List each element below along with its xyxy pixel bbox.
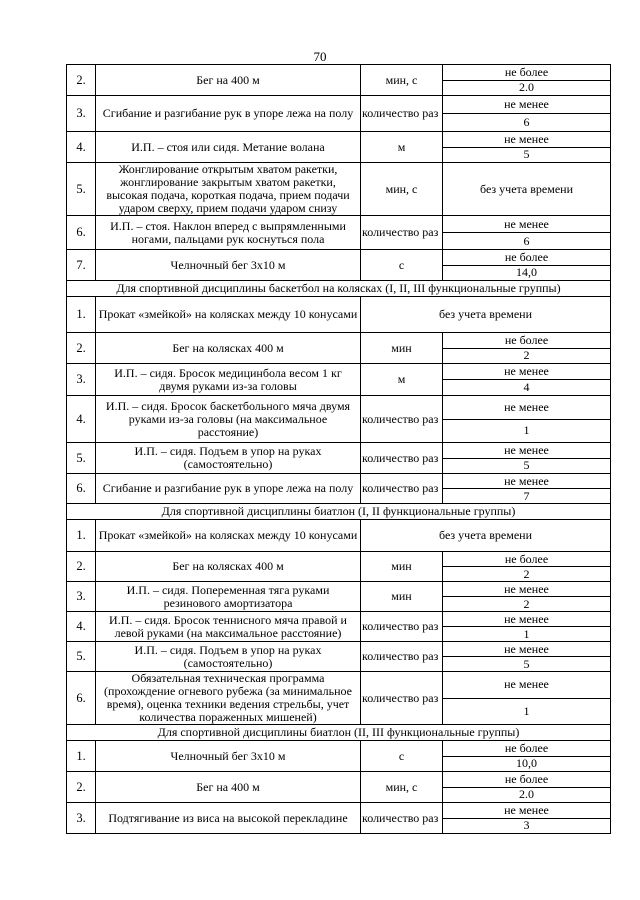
norm-cell	[443, 552, 611, 582]
test-name: Сгибание и разгибание рук в упоре лежа на полу	[96, 474, 361, 504]
unit-cell: количество раз	[361, 96, 443, 132]
norm-value: 4	[443, 379, 610, 395]
norm-cell	[443, 250, 611, 281]
row-number: 3.	[67, 364, 96, 396]
test-name: Челночный бег 3x10 м	[96, 741, 361, 772]
row-number: 4.	[67, 396, 96, 443]
row-number: 3.	[67, 803, 96, 834]
section-header-row	[67, 281, 611, 297]
norm-label: не менее	[504, 364, 549, 378]
norm-label: не менее	[504, 216, 549, 231]
unit-cell: количество раз	[361, 803, 443, 834]
norm-label: не менее	[504, 97, 549, 111]
norm-label: не более	[504, 551, 549, 566]
section-title: Для спортивной дисциплины биатлон (II, III функциональные группы)	[67, 725, 611, 741]
norm-label: не менее	[504, 131, 549, 146]
norm-cell	[443, 396, 611, 443]
test-name: И.П. – сидя. Попеременная тяга руками резинового амортизатора	[96, 582, 361, 612]
unit-cell: количество раз	[361, 612, 443, 642]
test-name: Челночный бег 3x10 м	[96, 250, 361, 281]
norm-value: 5	[443, 147, 610, 163]
test-name: Бег на 400 м	[96, 772, 361, 803]
norm-value: 2	[443, 596, 610, 611]
table-row	[67, 741, 611, 772]
row-number: 6.	[67, 216, 96, 250]
unit-cell: количество раз	[361, 216, 443, 250]
table-row	[67, 612, 611, 642]
norm-value: 1	[443, 698, 610, 725]
norm-cell	[443, 741, 611, 772]
unit-cell: количество раз	[361, 642, 443, 672]
table-row	[67, 474, 611, 504]
row-number: 4.	[67, 612, 96, 642]
norm-cell	[443, 642, 611, 672]
section-title: Для спортивной дисциплины баскетбол на колясках (I, II, III функциональные группы)	[67, 281, 611, 297]
row-number: 1.	[67, 297, 96, 333]
section-header-row	[67, 504, 611, 520]
unit-cell: мин	[361, 333, 443, 364]
row-number: 3.	[67, 96, 96, 132]
norm-value: 6	[443, 232, 610, 249]
test-name: И.П. – стоя. Наклон вперед с выпрямленными ногами, пальцами рук коснуться пола	[96, 216, 361, 250]
row-number: 7.	[67, 250, 96, 281]
unit-cell: количество раз	[361, 443, 443, 474]
test-name: Сгибание и разгибание рук в упоре лежа на полу	[96, 96, 361, 132]
table-row	[67, 297, 611, 333]
section-title: Для спортивной дисциплины биатлон (I, II функциональные группы)	[67, 504, 611, 520]
norm-value: без учета времени	[443, 163, 611, 216]
norm-value: 10,0	[443, 756, 610, 772]
test-name: Жонглирование открытым хватом ракетки, жонглирование закрытым хватом ракетки, высокая подача, короткая подача, прием подачи ударом сверху, прием подачи ударом снизу	[96, 163, 361, 216]
unit-cell: количество раз	[361, 474, 443, 504]
test-name: Прокат «змейкой» на колясках между 10 конусами	[96, 520, 361, 552]
unit-cell: мин, с	[361, 772, 443, 803]
table-row	[67, 364, 611, 396]
norm-label: не более	[504, 249, 549, 264]
row-number: 6.	[67, 474, 96, 504]
table-row	[67, 552, 611, 582]
norm-value: 5	[443, 458, 610, 474]
norm-cell	[443, 364, 611, 396]
norm-cell	[443, 612, 611, 642]
table-row	[67, 163, 611, 216]
norm-value: 7	[443, 488, 610, 503]
table-row	[67, 672, 611, 725]
norm-cell	[443, 216, 611, 250]
norm-label: не более	[504, 64, 549, 79]
row-number: 1.	[67, 520, 96, 552]
norm-value: 3	[443, 818, 610, 834]
table-row	[67, 642, 611, 672]
norm-cell	[443, 582, 611, 612]
norm-label: не более	[504, 332, 549, 347]
norm-label: не менее	[504, 677, 549, 692]
norm-label: не менее	[504, 399, 549, 414]
row-number: 2.	[67, 772, 96, 803]
unit-cell: с	[361, 250, 443, 281]
table-row	[67, 772, 611, 803]
row-number: 2.	[67, 333, 96, 364]
table-row	[67, 803, 611, 834]
row-number: 3.	[67, 582, 96, 612]
norm-cell	[443, 96, 611, 132]
test-name: И.П. – сидя. Бросок баскетбольного мяча двумя руками из-за головы (на максимальное расстояние)	[96, 396, 361, 443]
norm-cell	[443, 65, 611, 96]
norm-value: 14,0	[443, 265, 610, 281]
norm-label: не менее	[504, 802, 549, 817]
test-name: И.П. – стоя или сидя. Метание волана	[96, 132, 361, 163]
table-row	[67, 333, 611, 364]
unit-cell: с	[361, 741, 443, 772]
row-number: 2.	[67, 65, 96, 96]
page-number: 70	[313, 49, 327, 64]
table-row	[67, 250, 611, 281]
unit-cell: мин, с	[361, 163, 443, 216]
norm-value: 2.0	[443, 787, 610, 803]
test-name: И.П. – сидя. Бросок медицинбола весом 1 кг двумя руками из-за головы	[96, 364, 361, 396]
test-name: Бег на колясках 400 м	[96, 333, 361, 364]
standards-table	[66, 64, 611, 834]
unit-cell: мин	[361, 582, 443, 612]
row-number: 5.	[67, 443, 96, 474]
norm-label: не менее	[504, 442, 549, 457]
norm-label: не менее	[504, 641, 549, 656]
row-number: 1.	[67, 741, 96, 772]
unit-cell: м	[361, 364, 443, 396]
norm-cell	[443, 443, 611, 474]
row-number: 4.	[67, 132, 96, 163]
test-name: И.П. – сидя. Бросок теннисного мяча правой и левой руками (на максимальное расстояние)	[96, 612, 361, 642]
row-number: 5.	[67, 642, 96, 672]
test-name: И.П. – сидя. Подъем в упор на руках (самостоятельно)	[96, 443, 361, 474]
norm-label: не более	[504, 740, 549, 755]
norm-label: не более	[504, 771, 549, 786]
norm-value: 5	[443, 656, 610, 671]
row-number: 6.	[67, 672, 96, 725]
norm-cell	[443, 474, 611, 504]
test-name: Подтягивание из виса на высокой перекладине	[96, 803, 361, 834]
test-name: Бег на колясках 400 м	[96, 552, 361, 582]
unit-cell: мин	[361, 552, 443, 582]
table-row	[67, 65, 611, 96]
norm-label: не менее	[504, 473, 549, 488]
table-row	[67, 216, 611, 250]
norm-value: 1	[443, 419, 610, 443]
row-number: 2.	[67, 552, 96, 582]
norm-value: 2	[443, 566, 610, 581]
row-number: 5.	[67, 163, 96, 216]
norm-cell	[443, 132, 611, 163]
norm-label: не менее	[504, 581, 549, 596]
norm-cell	[443, 333, 611, 364]
table-row	[67, 96, 611, 132]
table-row	[67, 132, 611, 163]
norm-cell	[443, 672, 611, 725]
norm-value: 2	[443, 348, 610, 364]
norm-cell	[443, 772, 611, 803]
norm-value: без учета времени	[361, 520, 611, 552]
unit-cell: количество раз	[361, 672, 443, 725]
table-row	[67, 582, 611, 612]
test-name: Прокат «змейкой» на колясках между 10 конусами	[96, 297, 361, 333]
norm-value: 6	[443, 113, 610, 131]
norm-value: без учета времени	[361, 297, 611, 333]
test-name: Бег на 400 м	[96, 65, 361, 96]
section-header-row	[67, 725, 611, 741]
norm-label: не менее	[504, 611, 549, 626]
test-name: Обязательная техническая программа (прохождение огневого рубежа (за минимальное время), оценка техники ведения стрельбы, учет количества пораженных мишеней)	[96, 672, 361, 725]
table-row	[67, 520, 611, 552]
norm-cell	[443, 803, 611, 834]
norm-value: 1	[443, 626, 610, 641]
table-row	[67, 396, 611, 443]
table-row	[67, 443, 611, 474]
test-name: И.П. – сидя. Подъем в упор на руках (самостоятельно)	[96, 642, 361, 672]
norm-value: 2.0	[443, 80, 610, 96]
unit-cell: количество раз	[361, 396, 443, 443]
unit-cell: м	[361, 132, 443, 163]
unit-cell: мин, с	[361, 65, 443, 96]
